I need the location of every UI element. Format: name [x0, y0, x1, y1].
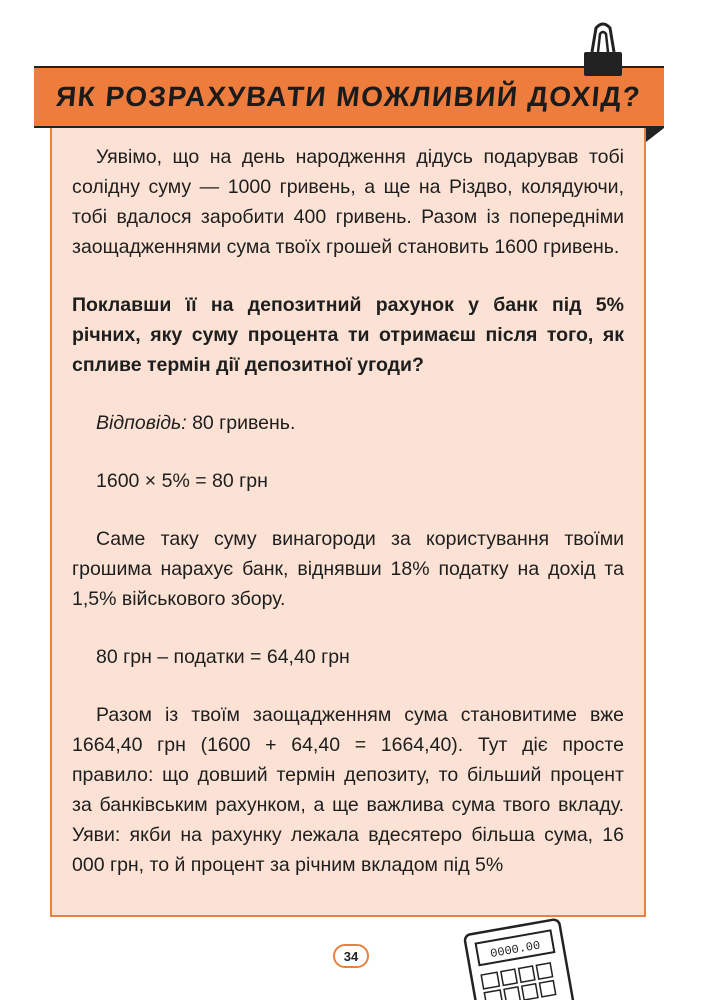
- page-number: 34: [333, 944, 369, 968]
- calculator-display: 0000.00: [489, 938, 542, 962]
- tax-paragraph: Саме таку суму винагороди за користування твоїми грошима нарахує банк, віднявши 18% податку на дохід та 1,5% військового збору.: [72, 528, 624, 610]
- title-banner: [34, 66, 664, 128]
- binder-clip-icon: [578, 22, 628, 82]
- answer-value: 80 гривень.: [186, 412, 296, 434]
- answer-line: [72, 408, 624, 438]
- page-title: ЯК РОЗРАХУВАТИ МОЖЛИВИЙ ДОХІД?: [55, 81, 643, 112]
- answer-label: Відповідь:: [96, 412, 187, 434]
- question-paragraph: Поклавши її на депозитний рахунок у банк під 5% річних, яку суму процента ти отримаєш після того, як спливе термін дії депозитної угоди?: [72, 294, 624, 376]
- ribbon-fold-right: [646, 128, 664, 142]
- total-paragraph: Разом із твоїм заощадженням сума становитиме вже 1664,40 грн (1600 + 64,40 = 1664,40). Тут діє просте правило: що довший термін депозиту, то більший процент за банківським рахунком, а ще важлива сума твого вкладу. Уяви: якби на рахунку лежала вдесятеро більша сума, 16 000 грн, то й процент за річним вкладом під 5%: [72, 704, 624, 876]
- formula-net: 80 грн – податки = 64,40 грн: [96, 646, 350, 668]
- article-body: [72, 142, 624, 880]
- intro-paragraph: Уявімо, що на день народження дідусь подарував тобі солідну суму — 1000 гривень, а ще на Різдво, колядуючи, тобі вдалося заробити 400 гривень. Разом із попередніми заощадженнями сума твоїх грошей становить 1600 гривень.: [72, 146, 624, 258]
- calculator-icon: [462, 916, 582, 1000]
- formula-interest: 1600 × 5% = 80 грн: [96, 470, 268, 492]
